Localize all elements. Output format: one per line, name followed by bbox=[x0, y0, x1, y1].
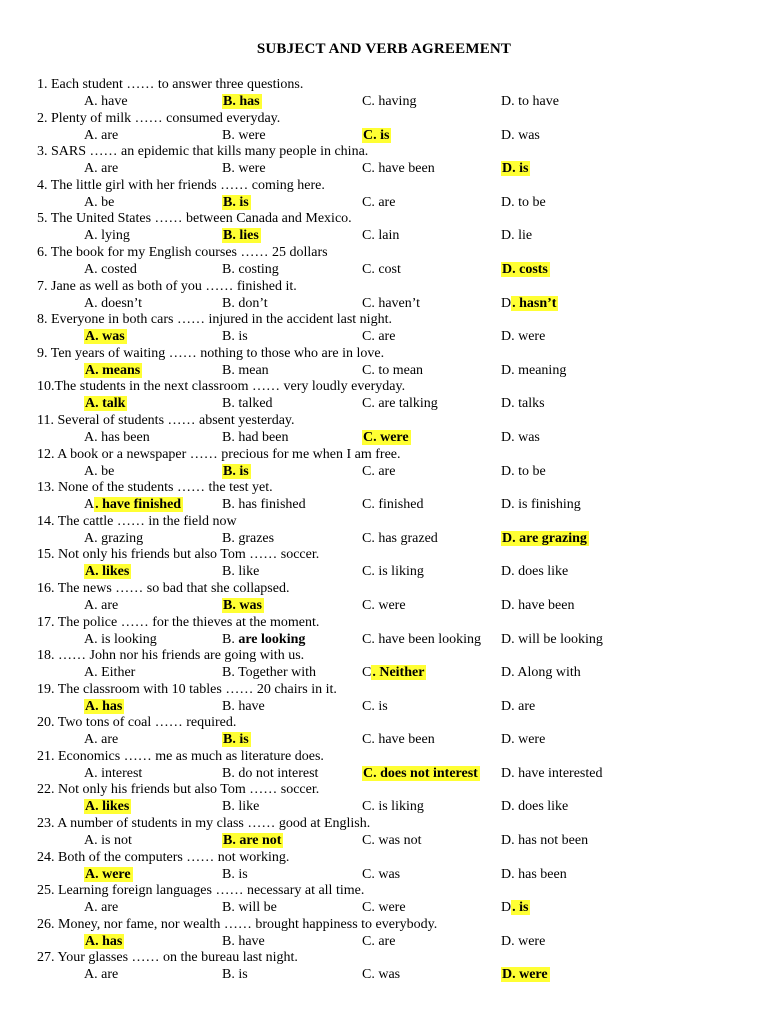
option-d bbox=[501, 128, 540, 144]
option-a bbox=[84, 531, 143, 547]
option-a bbox=[84, 699, 124, 715]
option-text: A. are bbox=[84, 127, 119, 143]
option-d bbox=[501, 195, 546, 211]
question-item bbox=[0, 312, 768, 346]
option-c bbox=[362, 497, 423, 513]
question-item bbox=[0, 447, 768, 481]
option-c bbox=[362, 900, 406, 916]
question-item bbox=[0, 682, 768, 716]
option-b bbox=[222, 464, 251, 480]
highlighted-answer: B. lies bbox=[223, 228, 259, 244]
question-text: 24. Both of the computers …… not working. bbox=[37, 849, 290, 865]
option-c bbox=[362, 531, 438, 547]
option-d bbox=[501, 699, 535, 715]
option-c bbox=[362, 732, 435, 748]
option-text: D. has been bbox=[501, 866, 567, 882]
option-text: A. are bbox=[84, 597, 119, 613]
option-text: C. have been looking bbox=[362, 631, 481, 647]
option-text: B. do not interest bbox=[222, 765, 319, 781]
option-d bbox=[501, 228, 532, 244]
option-b bbox=[222, 396, 273, 412]
highlighted-answer: . is bbox=[512, 900, 529, 916]
option-c bbox=[362, 799, 424, 815]
option-b bbox=[222, 732, 251, 748]
question-text: 15. Not only his friends but also Tom …… soccer. bbox=[37, 547, 320, 563]
question-item bbox=[0, 514, 768, 548]
option-text: D. does like bbox=[501, 799, 569, 815]
option-a bbox=[84, 296, 142, 312]
option-a bbox=[84, 632, 157, 648]
option-a bbox=[84, 867, 133, 883]
option-text: A. have bbox=[84, 94, 128, 109]
highlighted-answer: D. is bbox=[502, 161, 529, 177]
question-item bbox=[0, 480, 768, 514]
option-d bbox=[501, 833, 588, 849]
option-a bbox=[84, 430, 150, 446]
question-item bbox=[0, 782, 768, 816]
question-item bbox=[0, 917, 768, 951]
option-text: C. are bbox=[362, 463, 396, 479]
question-text: 22. Not only his friends but also Tom …… soccer. bbox=[37, 782, 320, 798]
option-c bbox=[362, 128, 391, 144]
option-c bbox=[362, 833, 422, 849]
option-c bbox=[362, 94, 416, 110]
highlighted-answer: A. were bbox=[85, 866, 131, 882]
option-text: D. to have bbox=[501, 94, 559, 109]
question-text: 8. Everyone in both cars …… injured in the accident last night. bbox=[37, 312, 392, 328]
option-d bbox=[501, 296, 558, 312]
question-item bbox=[0, 749, 768, 783]
question-item bbox=[0, 648, 768, 682]
option-prefix: C bbox=[362, 665, 372, 681]
option-a bbox=[84, 934, 124, 950]
option-c bbox=[362, 665, 426, 681]
option-c bbox=[362, 598, 406, 614]
option-d bbox=[501, 732, 545, 748]
option-a bbox=[84, 396, 127, 412]
option-b bbox=[222, 296, 268, 312]
highlighted-answer: B. is bbox=[223, 194, 249, 210]
option-a bbox=[84, 967, 118, 983]
option-c bbox=[362, 329, 395, 345]
option-d bbox=[501, 665, 581, 681]
option-text: B. were bbox=[222, 161, 266, 177]
option-b bbox=[222, 766, 318, 782]
question-item bbox=[0, 111, 768, 145]
highlighted-answer: A. likes bbox=[85, 564, 130, 580]
option-text: C. finished bbox=[362, 497, 424, 513]
question-text: 9. Ten years of waiting …… nothing to those who are in love. bbox=[37, 345, 385, 361]
highlighted-answer: A. was bbox=[85, 329, 125, 345]
question-text: 18. …… John nor his friends are going with us. bbox=[37, 648, 305, 664]
option-a bbox=[84, 94, 128, 110]
option-text: C. is liking bbox=[362, 799, 424, 815]
option-b bbox=[222, 699, 265, 715]
option-text: D. were bbox=[501, 329, 546, 345]
highlighted-answer: A. means bbox=[85, 362, 141, 378]
bold-answer: are looking bbox=[238, 631, 306, 647]
question-item bbox=[0, 883, 768, 917]
option-prefix: D bbox=[501, 900, 512, 916]
option-text: D. does like bbox=[501, 564, 569, 580]
option-text: C. was bbox=[362, 967, 401, 983]
option-text: C. were bbox=[362, 597, 406, 613]
option-text: B. like bbox=[222, 564, 260, 580]
option-text: D. to be bbox=[501, 194, 546, 210]
option-a bbox=[84, 363, 142, 379]
highlighted-answer: B. is bbox=[223, 732, 249, 748]
option-prefix: B. bbox=[222, 631, 239, 647]
option-a bbox=[84, 665, 135, 681]
question-text: 13. None of the students …… the test yet. bbox=[37, 480, 273, 496]
option-d bbox=[501, 598, 574, 614]
question-item bbox=[0, 346, 768, 380]
option-d bbox=[501, 967, 550, 983]
option-a bbox=[84, 799, 131, 815]
option-text: C. is liking bbox=[362, 564, 424, 580]
option-text: C. cost bbox=[362, 261, 401, 277]
question-item bbox=[0, 178, 768, 212]
question-item bbox=[0, 413, 768, 447]
question-text: 16. The news …… so bad that she collapsed. bbox=[37, 580, 290, 596]
question-text: 1. Each student …… to answer three questions. bbox=[37, 77, 304, 92]
option-a bbox=[84, 464, 114, 480]
option-a bbox=[84, 732, 118, 748]
option-a bbox=[84, 262, 137, 278]
option-text: B. were bbox=[222, 127, 266, 143]
option-text: A. costed bbox=[84, 261, 137, 277]
option-c bbox=[362, 967, 400, 983]
option-b bbox=[222, 262, 279, 278]
question-list bbox=[0, 77, 768, 984]
option-text: D. to be bbox=[501, 463, 546, 479]
option-text: C. lain bbox=[362, 228, 400, 244]
highlighted-answer: D. were bbox=[502, 967, 548, 983]
option-a bbox=[84, 900, 118, 916]
page-title: SUBJECT AND VERB AGREEMENT bbox=[256, 41, 512, 57]
option-text: D. lie bbox=[501, 228, 533, 244]
question-text: 20. Two tons of coal …… required. bbox=[37, 715, 237, 731]
option-text: B. like bbox=[222, 799, 260, 815]
option-text: D. was bbox=[501, 127, 540, 143]
option-c bbox=[362, 363, 423, 379]
question-item bbox=[0, 816, 768, 850]
option-d bbox=[501, 799, 568, 815]
highlighted-answer: A. talk bbox=[85, 396, 126, 412]
option-c bbox=[362, 430, 411, 446]
highlighted-answer: C. were bbox=[363, 429, 409, 445]
question-item bbox=[0, 547, 768, 581]
option-text: A. Either bbox=[84, 665, 136, 681]
option-text: B. is bbox=[222, 866, 248, 882]
option-text: B. have bbox=[222, 698, 265, 714]
option-text: B. has finished bbox=[222, 497, 306, 513]
option-a bbox=[84, 833, 132, 849]
option-text: B. had been bbox=[222, 429, 289, 445]
option-d bbox=[501, 94, 559, 110]
option-text: A. are bbox=[84, 900, 119, 916]
option-text: D. talks bbox=[501, 396, 545, 412]
option-text: A. be bbox=[84, 463, 115, 479]
question-text: 23. A number of students in my class …… good at English. bbox=[37, 816, 371, 832]
option-text: C. is bbox=[362, 698, 388, 714]
option-b bbox=[222, 900, 277, 916]
option-text: B. talked bbox=[222, 396, 273, 412]
option-c bbox=[362, 934, 395, 950]
option-text: A. are bbox=[84, 967, 119, 983]
option-c bbox=[362, 396, 438, 412]
option-text: A. has been bbox=[84, 429, 150, 445]
option-text: C. have been bbox=[362, 732, 435, 748]
option-c bbox=[362, 632, 481, 648]
option-text: B. costing bbox=[222, 261, 279, 277]
option-a bbox=[84, 766, 142, 782]
option-b bbox=[222, 934, 265, 950]
option-b bbox=[222, 430, 288, 446]
option-b bbox=[222, 497, 306, 513]
option-d bbox=[501, 867, 567, 883]
highlighted-answer: . Neither bbox=[372, 665, 425, 681]
option-b bbox=[222, 128, 266, 144]
option-text: D. were bbox=[501, 732, 546, 748]
question-text: 11. Several of students …… absent yesterday. bbox=[37, 412, 295, 428]
option-text: A. lying bbox=[84, 228, 130, 244]
question-text: 6. The book for my English courses …… 25 dollars bbox=[37, 244, 328, 260]
option-text: A. is looking bbox=[84, 631, 157, 647]
option-c bbox=[362, 464, 395, 480]
question-text: 12. A book or a newspaper …… precious for me when I am free. bbox=[37, 446, 401, 462]
option-a bbox=[84, 598, 118, 614]
question-item bbox=[0, 950, 768, 984]
option-c bbox=[362, 262, 401, 278]
option-d bbox=[501, 564, 568, 580]
option-prefix: D bbox=[501, 295, 512, 311]
option-text: C. were bbox=[362, 900, 406, 916]
option-b bbox=[222, 363, 269, 379]
option-text: C. haven’t bbox=[362, 295, 421, 311]
option-text: D. have been bbox=[501, 597, 575, 613]
question-item bbox=[0, 715, 768, 749]
highlighted-answer: B. was bbox=[223, 597, 262, 613]
highlighted-answer: C. does not interest bbox=[363, 765, 478, 781]
option-text: A. is not bbox=[84, 833, 132, 849]
option-text: C. has grazed bbox=[362, 530, 438, 546]
question-text: 5. The United States …… between Canada and Mexico. bbox=[37, 211, 352, 227]
question-item bbox=[0, 77, 768, 111]
option-text: C. are bbox=[362, 933, 396, 949]
option-d bbox=[501, 464, 546, 480]
highlighted-answer: D. costs bbox=[502, 261, 548, 277]
option-d bbox=[501, 934, 545, 950]
option-text: C. was bbox=[362, 866, 401, 882]
highlighted-answer: C. is bbox=[363, 127, 390, 143]
highlighted-answer: . hasn’t bbox=[512, 295, 557, 311]
option-text: D. Along with bbox=[501, 665, 581, 681]
question-item bbox=[0, 850, 768, 884]
highlighted-answer: B. has bbox=[223, 94, 260, 109]
option-b bbox=[222, 94, 262, 110]
question-item bbox=[0, 581, 768, 615]
option-b bbox=[222, 195, 251, 211]
question-item bbox=[0, 211, 768, 245]
option-b bbox=[222, 564, 259, 580]
option-text: C. have been bbox=[362, 161, 435, 177]
option-b bbox=[222, 161, 266, 177]
option-text: C. are talking bbox=[362, 396, 438, 412]
option-text: B. grazes bbox=[222, 530, 275, 546]
question-text: 4. The little girl with her friends …… coming here. bbox=[37, 177, 325, 193]
option-text: C. was not bbox=[362, 833, 422, 849]
highlighted-answer: A. has bbox=[85, 698, 123, 714]
option-b bbox=[222, 833, 283, 849]
question-text: 26. Money, nor fame, nor wealth …… brought happiness to everybody. bbox=[37, 916, 438, 932]
option-text: C. to mean bbox=[362, 362, 424, 378]
option-text: B. is bbox=[222, 329, 248, 345]
option-text: D. are bbox=[501, 698, 536, 714]
highlighted-answer: D. are grazing bbox=[502, 530, 587, 546]
option-text: B. Together with bbox=[222, 665, 317, 681]
option-d bbox=[501, 396, 545, 412]
option-text: A. interest bbox=[84, 765, 143, 781]
highlighted-answer: B. are not bbox=[223, 833, 282, 849]
option-d bbox=[501, 430, 540, 446]
option-d bbox=[501, 161, 530, 177]
question-item bbox=[0, 144, 768, 178]
option-c bbox=[362, 699, 388, 715]
option-a bbox=[84, 128, 118, 144]
option-text: D. will be looking bbox=[501, 631, 603, 647]
option-text: A. grazing bbox=[84, 530, 144, 546]
option-c bbox=[362, 228, 399, 244]
option-b bbox=[222, 799, 259, 815]
option-text: C. are bbox=[362, 194, 396, 210]
option-text: D. was bbox=[501, 429, 540, 445]
option-text: A. are bbox=[84, 161, 119, 177]
option-text: B. don’t bbox=[222, 295, 268, 311]
option-b bbox=[222, 665, 316, 681]
option-a bbox=[84, 564, 131, 580]
question-text: 2. Plenty of milk …… consumed everyday. bbox=[37, 110, 281, 126]
option-a bbox=[84, 228, 130, 244]
option-text: C. having bbox=[362, 94, 417, 109]
option-a bbox=[84, 195, 114, 211]
option-text: B. have bbox=[222, 933, 265, 949]
option-c bbox=[362, 161, 435, 177]
option-d bbox=[501, 900, 530, 916]
option-d bbox=[501, 632, 603, 648]
option-c bbox=[362, 766, 480, 782]
option-c bbox=[362, 296, 420, 312]
highlighted-answer: . have finished bbox=[95, 497, 182, 513]
question-text: 7. Jane as well as both of you …… finished it. bbox=[37, 278, 297, 294]
question-text: 25. Learning foreign languages …… necessary at all time. bbox=[37, 883, 365, 899]
question-item bbox=[0, 279, 768, 313]
highlighted-answer: A. likes bbox=[85, 799, 130, 815]
option-d bbox=[501, 329, 545, 345]
question-item bbox=[0, 379, 768, 413]
question-item bbox=[0, 615, 768, 649]
option-text: A. doesn’t bbox=[84, 295, 143, 311]
question-text: 10.The students in the next classroom …… very loudly everyday. bbox=[37, 379, 406, 395]
option-text: D. has not been bbox=[501, 833, 589, 849]
option-c bbox=[362, 195, 395, 211]
option-c bbox=[362, 867, 400, 883]
option-a bbox=[84, 497, 183, 513]
question-text: 19. The classroom with 10 tables …… 20 chairs in it. bbox=[37, 681, 337, 697]
question-text: 3. SARS …… an epidemic that kills many people in china. bbox=[37, 144, 369, 160]
option-b bbox=[222, 967, 248, 983]
option-prefix: A bbox=[84, 497, 95, 513]
option-text: D. is finishing bbox=[501, 497, 581, 513]
option-d bbox=[501, 262, 550, 278]
option-d bbox=[501, 497, 581, 513]
option-text: C. are bbox=[362, 329, 396, 345]
option-b bbox=[222, 867, 248, 883]
option-d bbox=[501, 766, 602, 782]
option-a bbox=[84, 329, 127, 345]
question-text: 14. The cattle …… in the field now bbox=[37, 513, 237, 529]
option-text: B. is bbox=[222, 967, 248, 983]
option-c bbox=[362, 564, 424, 580]
question-text: 27. Your glasses …… on the bureau last night. bbox=[37, 950, 298, 966]
question-text: 17. The police …… for the thieves at the moment. bbox=[37, 614, 320, 630]
option-text: B. mean bbox=[222, 362, 269, 378]
option-b bbox=[222, 531, 274, 547]
option-a bbox=[84, 161, 118, 177]
option-b bbox=[222, 228, 261, 244]
option-d bbox=[501, 531, 589, 547]
option-text: D. were bbox=[501, 933, 546, 949]
option-text: D. have interested bbox=[501, 765, 603, 781]
option-b bbox=[222, 598, 264, 614]
highlighted-answer: B. is bbox=[223, 463, 249, 479]
option-b bbox=[222, 329, 248, 345]
option-d bbox=[501, 363, 566, 379]
option-text: D. meaning bbox=[501, 362, 567, 378]
option-b bbox=[222, 632, 305, 648]
highlighted-answer: A. has bbox=[85, 933, 123, 949]
option-text: A. be bbox=[84, 194, 115, 210]
question-item bbox=[0, 245, 768, 279]
option-text: B. will be bbox=[222, 900, 277, 916]
question-text: 21. Economics …… me as much as literature does. bbox=[37, 748, 324, 764]
option-text: A. are bbox=[84, 732, 119, 748]
